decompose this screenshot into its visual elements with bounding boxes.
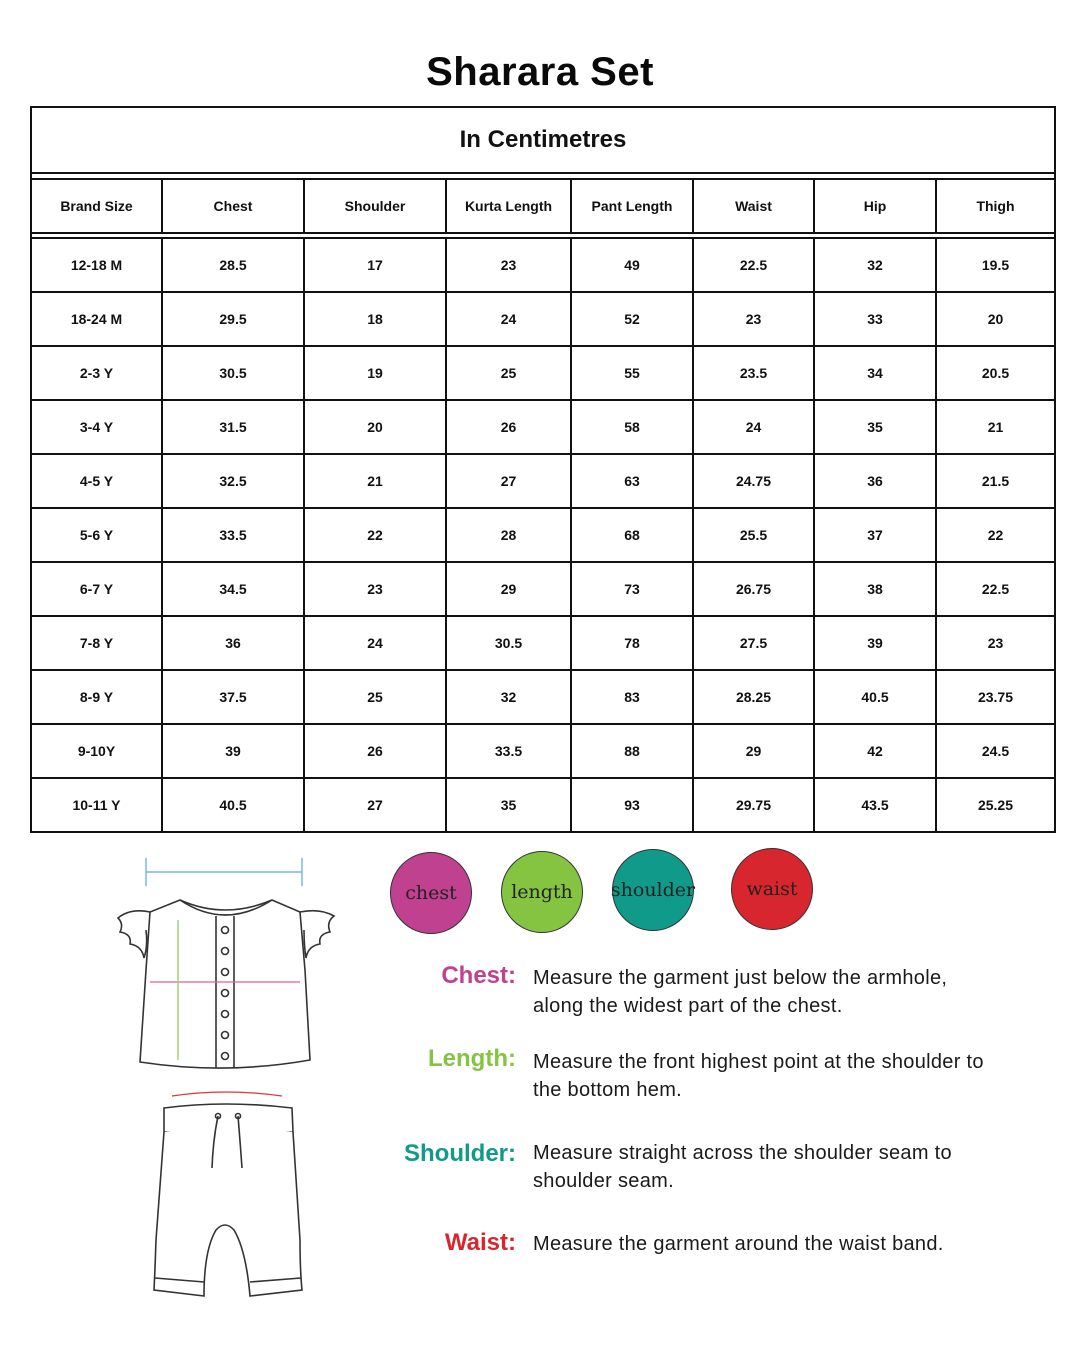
measurement-cell: 40.5 bbox=[161, 779, 303, 831]
measurement-cell: 29.5 bbox=[161, 293, 303, 345]
measurement-cell: 28.5 bbox=[161, 239, 303, 291]
measurement-cell: 34 bbox=[813, 347, 935, 399]
measurement-cell: 26.75 bbox=[692, 563, 813, 615]
table-row bbox=[32, 399, 1054, 453]
table-row bbox=[32, 615, 1054, 669]
measurement-cell: 30.5 bbox=[161, 347, 303, 399]
table-row bbox=[32, 669, 1054, 723]
measurement-cell: 32 bbox=[445, 671, 570, 723]
size-cell: 6-7 Y bbox=[79, 581, 114, 597]
size-cell: 12-18 M bbox=[70, 257, 123, 273]
size-cell: 3-4 Y bbox=[79, 419, 114, 435]
measurement-cell: 24.75 bbox=[692, 455, 813, 507]
measurement-cell: 35 bbox=[813, 401, 935, 453]
size-cell: 4-5 Y bbox=[79, 473, 114, 489]
measurement-cell: 29 bbox=[445, 563, 570, 615]
measurement-cell: 21 bbox=[935, 401, 1054, 453]
measurement-cell: 22 bbox=[935, 509, 1054, 561]
measurement-cell: 42 bbox=[813, 725, 935, 777]
measurement-cell: 23 bbox=[692, 293, 813, 345]
legend-length bbox=[501, 851, 583, 933]
measurement-cell: 37 bbox=[813, 509, 935, 561]
measurement-cell: 34.5 bbox=[161, 563, 303, 615]
column-header: Chest bbox=[161, 180, 303, 232]
measurement-cell: 33.5 bbox=[161, 509, 303, 561]
column-header: Waist bbox=[692, 180, 813, 232]
size-cell: 18-24 M bbox=[70, 311, 123, 327]
table-row bbox=[32, 345, 1054, 399]
measurement-cell: 27.5 bbox=[692, 617, 813, 669]
measurement-cell: 20 bbox=[303, 401, 445, 453]
measurement-cell: 32.5 bbox=[161, 455, 303, 507]
def-term-length: Length: bbox=[428, 1045, 516, 1072]
table-row bbox=[32, 777, 1054, 831]
table-row bbox=[32, 237, 1054, 291]
measurement-cell: 32 bbox=[813, 239, 935, 291]
measurement-cell: 37.5 bbox=[161, 671, 303, 723]
def-term-shoulder: Shoulder: bbox=[404, 1140, 516, 1167]
measurement-cell: 30.5 bbox=[445, 617, 570, 669]
measurement-cell: 63 bbox=[570, 455, 692, 507]
legend-shoulder bbox=[612, 849, 694, 931]
measurement-cell: 58 bbox=[570, 401, 692, 453]
legend-label: chest bbox=[405, 882, 457, 904]
measurement-cell: 19.5 bbox=[935, 239, 1054, 291]
table-body bbox=[32, 237, 1054, 831]
measurement-cell: 17 bbox=[303, 239, 445, 291]
measurement-cell: 20.5 bbox=[935, 347, 1054, 399]
table-row bbox=[32, 453, 1054, 507]
measurement-cell: 19 bbox=[303, 347, 445, 399]
size-cell: 8-9 Y bbox=[79, 689, 114, 705]
garment-illustration bbox=[100, 850, 350, 1310]
measurement-cell: 55 bbox=[570, 347, 692, 399]
table-row bbox=[32, 507, 1054, 561]
measurement-cell: 83 bbox=[570, 671, 692, 723]
measurement-cell: 38 bbox=[813, 563, 935, 615]
measurement-cell: 39 bbox=[161, 725, 303, 777]
measurement-cell: 93 bbox=[570, 779, 692, 831]
measurement-cell: 36 bbox=[161, 617, 303, 669]
measurement-cell: 23.75 bbox=[935, 671, 1054, 723]
size-cell: 7-8 Y bbox=[79, 635, 114, 651]
measurement-cell: 26 bbox=[445, 401, 570, 453]
measurement-cell: 33 bbox=[813, 293, 935, 345]
def-text-waist: Measure the garment around the waist band. bbox=[533, 1233, 944, 1255]
measurement-cell: 21 bbox=[303, 455, 445, 507]
column-header: Pant Length bbox=[570, 180, 692, 232]
measurement-cell: 23 bbox=[935, 617, 1054, 669]
column-header: Thigh bbox=[935, 180, 1054, 232]
measurement-cell: 40.5 bbox=[813, 671, 935, 723]
measurement-cell: 24 bbox=[303, 617, 445, 669]
measurement-cell: 28 bbox=[445, 509, 570, 561]
page-title: Sharara Set bbox=[426, 50, 654, 94]
measurement-cell: 24 bbox=[692, 401, 813, 453]
size-cell: 2-3 Y bbox=[79, 365, 114, 381]
waist-measure-line bbox=[172, 1092, 282, 1096]
measurement-cell: 31.5 bbox=[161, 401, 303, 453]
measurement-cell: 35 bbox=[445, 779, 570, 831]
measurement-cell: 39 bbox=[813, 617, 935, 669]
measurement-cell: 24.5 bbox=[935, 725, 1054, 777]
measurement-cell: 22 bbox=[303, 509, 445, 561]
measurement-cell: 25 bbox=[445, 347, 570, 399]
measurement-cell: 26 bbox=[303, 725, 445, 777]
size-cell: 9-10Y bbox=[77, 743, 116, 759]
measurement-cell: 52 bbox=[570, 293, 692, 345]
measurement-cell: 22.5 bbox=[935, 563, 1054, 615]
measurement-cell: 18 bbox=[303, 293, 445, 345]
column-header: Brand Size bbox=[60, 198, 133, 214]
column-header: Kurta Length bbox=[445, 180, 570, 232]
measurement-cell: 49 bbox=[570, 239, 692, 291]
measurement-cell: 25.25 bbox=[935, 779, 1054, 831]
measurement-cell: 88 bbox=[570, 725, 692, 777]
measurement-cell: 25 bbox=[303, 671, 445, 723]
column-header: Hip bbox=[813, 180, 935, 232]
size-cell: 10-11 Y bbox=[72, 797, 121, 813]
top-garment-icon bbox=[118, 900, 334, 1068]
measurement-cell: 78 bbox=[570, 617, 692, 669]
measurement-cell: 27 bbox=[303, 779, 445, 831]
measurement-cell: 22.5 bbox=[692, 239, 813, 291]
measurement-cell: 29.75 bbox=[692, 779, 813, 831]
size-cell: 5-6 Y bbox=[79, 527, 114, 543]
def-text-shoulder: Measure straight across the shoulder seam to shoulder seam. bbox=[533, 1142, 952, 1192]
def-text-chest: Measure the garment just below the armhole, along the widest part of the chest. bbox=[533, 967, 948, 1017]
column-header: Shoulder bbox=[303, 180, 445, 232]
measurement-cell: 23.5 bbox=[692, 347, 813, 399]
measurement-cell: 43.5 bbox=[813, 779, 935, 831]
measurement-cell: 25.5 bbox=[692, 509, 813, 561]
unit-header: In Centimetres bbox=[32, 108, 1054, 174]
def-term-waist: Waist: bbox=[444, 1229, 516, 1256]
table-row bbox=[32, 723, 1054, 777]
measurement-cell: 23 bbox=[445, 239, 570, 291]
legend-waist bbox=[731, 848, 813, 930]
legend-label: shoulder bbox=[610, 879, 696, 901]
measurement-cell: 29 bbox=[692, 725, 813, 777]
measurement-cell: 27 bbox=[445, 455, 570, 507]
def-term-chest: Chest: bbox=[441, 962, 516, 989]
measurement-cell: 20 bbox=[935, 293, 1054, 345]
measurement-cell: 23 bbox=[303, 563, 445, 615]
measurement-cell: 73 bbox=[570, 563, 692, 615]
size-chart-table bbox=[30, 106, 1056, 833]
measurement-cell: 24 bbox=[445, 293, 570, 345]
measurement-cell: 28.25 bbox=[692, 671, 813, 723]
measurement-cell: 33.5 bbox=[445, 725, 570, 777]
column-header-row bbox=[32, 178, 1054, 234]
table-row bbox=[32, 291, 1054, 345]
measurement-cell: 68 bbox=[570, 509, 692, 561]
legend-chest bbox=[390, 852, 472, 934]
shoulder-measure-line bbox=[146, 858, 302, 886]
measurement-cell: 21.5 bbox=[935, 455, 1054, 507]
legend-label: waist bbox=[746, 878, 798, 900]
legend-label: length bbox=[511, 881, 573, 903]
def-text-length: Measure the front highest point at the shoulder to the bottom hem. bbox=[533, 1051, 984, 1101]
pants-garment-icon bbox=[154, 1104, 302, 1296]
measurement-cell: 36 bbox=[813, 455, 935, 507]
table-row bbox=[32, 561, 1054, 615]
